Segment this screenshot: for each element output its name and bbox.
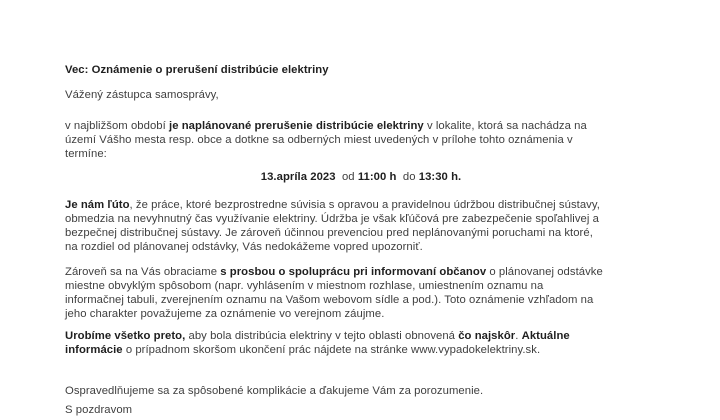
text-segment: miestne obvyklým spôsobom (napr. vyhlásením v miestnom rozhlase, umiestnením oznamu na: [65, 280, 544, 292]
text-segment: , že práce, ktoré bezprostredne súvisia s opravou a pravidelnou údržbou distribučnej sústavy,: [129, 199, 600, 211]
text-segment: Vážený zástupca samosprávy,: [65, 89, 219, 101]
text-line: [65, 384, 657, 398]
text-line: [65, 293, 657, 307]
text-segment: v lokalite, ktorá sa nachádza na: [423, 120, 587, 132]
text-segment-bold: Je nám ľúto: [65, 199, 130, 211]
paragraph-restoration-info: [65, 329, 657, 357]
text-segment-bold: čo najskôr: [458, 330, 516, 342]
text-segment-bold: s prosbou o spoluprácu pri informovaní občanov: [220, 266, 487, 278]
text-line: [65, 119, 657, 133]
text-line: [65, 403, 657, 417]
text-segment: území Vášho mesta resp. obce a dotkne sa odberných miest uvedených v prílohe tohto oznámenia v: [65, 134, 573, 146]
text-line: [65, 240, 657, 254]
text-segment: Ospravedlňujeme sa za spôsobené komplikácie a ďakujeme Vám za porozumenie.: [65, 385, 484, 397]
text-line: [65, 170, 657, 184]
text-line: [65, 147, 657, 161]
letter-body: [65, 0, 657, 417]
text-line: [65, 279, 657, 293]
text-line: [65, 307, 657, 321]
paragraph-planned-outage: [65, 119, 657, 161]
outage-datetime: [65, 170, 657, 184]
text-segment: na rozdiel od plánovanej odstávky, Vás nedokážeme vopred upozorniť.: [65, 241, 423, 253]
text-segment: Zároveň sa na Vás obraciame: [65, 266, 221, 278]
text-segment: do: [396, 171, 419, 183]
text-segment: termíne:: [65, 148, 107, 160]
text-segment-bold: Urobíme všetko preto,: [65, 330, 186, 342]
text-segment-bold: informácie: [65, 344, 123, 356]
text-segment: .: [515, 330, 522, 342]
text-line: [65, 265, 657, 279]
text-segment-bold: 13.apríla 2023: [260, 171, 336, 183]
text-segment: o plánovanej odstávke: [486, 266, 603, 278]
closing-apology: [65, 384, 657, 398]
text-segment-bold: 13:30 h.: [418, 171, 462, 183]
text-segment-bold: je naplánované prerušenie distribúcie elektriny: [169, 120, 424, 132]
text-line: [65, 88, 657, 102]
signoff: [65, 403, 657, 417]
text-line: [65, 226, 657, 240]
salutation: [65, 88, 657, 102]
text-segment: o prípadnom skoršom ukončení prác nájdete na stránke www.vypadokelektriny.sk.: [122, 344, 541, 356]
text-line: [65, 212, 657, 226]
text-segment: v najbližšom období: [65, 120, 169, 132]
text-segment: obmedzia na nevyhnutný čas využívanie elektriny. Údržba je však kľúčová pre zabezpečenie spoľahlivej a: [65, 213, 599, 225]
text-segment: od: [335, 171, 358, 183]
text-line: [65, 343, 657, 357]
paragraph-cooperation-request: [65, 265, 657, 321]
text-line: [65, 133, 657, 147]
text-segment-bold: 11:00 h: [357, 171, 397, 183]
text-line: [65, 329, 657, 343]
paragraph-maintenance-reason: [65, 198, 657, 254]
text-segment-bold: Vec: Oznámenie o prerušení distribúcie elektriny: [65, 64, 329, 76]
text-line: [65, 198, 657, 212]
text-line: [65, 63, 657, 77]
subject-line: [65, 63, 657, 77]
text-segment: S pozdravom: [65, 404, 133, 416]
text-segment: informačnej tabuli, zverejnením oznamu na Vašom webovom sídle a pod.). Toto oznámenie vzhľadom na: [65, 294, 594, 306]
text-segment: aby bola distribúcia elektriny v tejto oblasti obnovená: [185, 330, 459, 342]
text-segment-bold: Aktuálne: [521, 330, 570, 342]
text-segment: jeho charakter považujeme za oznámenie vo verejnom záujme.: [65, 308, 385, 320]
text-segment: bezpečnej distribučnej sústavy. Je zároveň účinnou prevenciou pred neplánovanými poruchami na ktoré,: [65, 227, 593, 239]
